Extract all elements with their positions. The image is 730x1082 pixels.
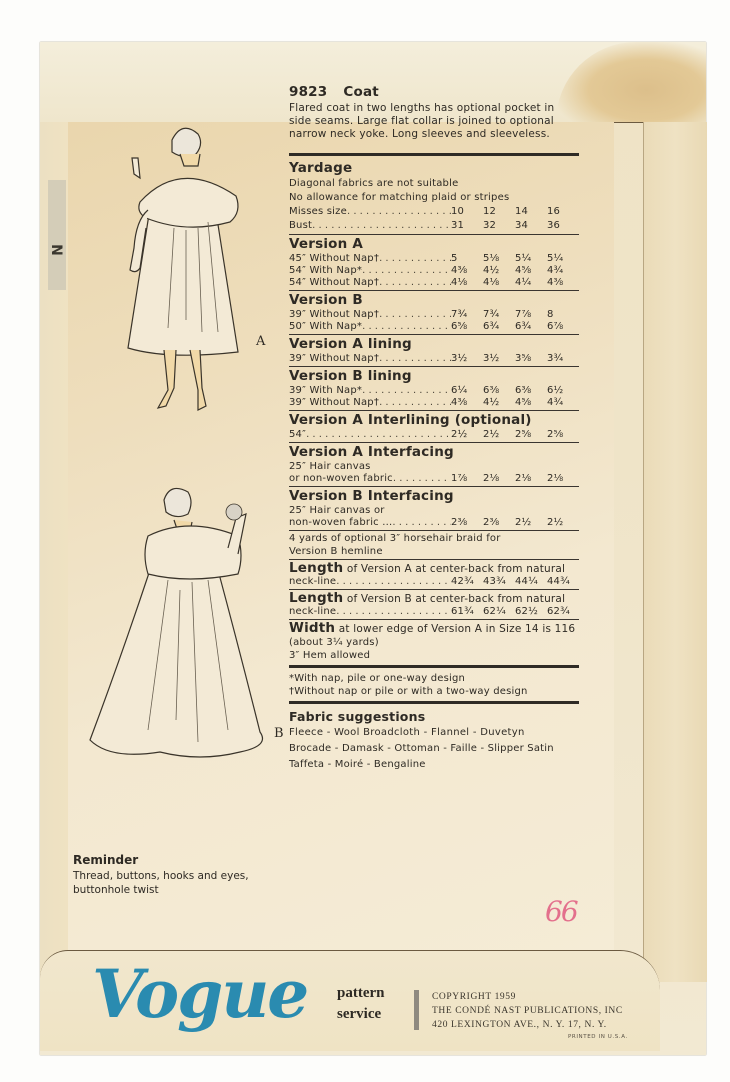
fabric-heading: Fabric suggestions bbox=[289, 709, 426, 724]
fabric-line: Brocade - Damask - Ottoman - Faille - Slipper Satin bbox=[289, 743, 554, 754]
yardage-row: 39″ Without Nap† . . . 4⅜ 4½ 4⅝ 4¾ bbox=[289, 397, 579, 409]
divider bbox=[289, 442, 579, 443]
sizes-label: Misses size bbox=[289, 206, 347, 217]
sizes-row: Misses size . . . 10 12 14 16 bbox=[289, 205, 579, 219]
reminder-heading: Reminder bbox=[73, 853, 139, 867]
pattern-description bbox=[249, 102, 579, 141]
pattern-name: Coat bbox=[343, 84, 379, 100]
yardage-note: No allowance for matching plaid or stripes bbox=[289, 192, 510, 203]
pattern-info-column bbox=[249, 86, 579, 141]
divider bbox=[289, 486, 579, 487]
yardage-table: Yardage Diagonal fabrics are not suitable No allowance for matching plaid or stripes Misses size . . . 10 12 14 16 Bust . . . 31 32 34 36 Version A 45″ Without Nap† . . . 5 5⅛ 5¼ 5¼ 54″ With Nap* . . . 4⅜ 4½ 4⅝ 4¾ 54″ Without Nap† . . . 4⅛ 4⅛ 4¼ 4⅜ Version B 39″ Without Nap† . . . 7¾ 7¾ 7⅞ 8 50″ With Nap* . . . 6⅝ 6¾ 6¾ 6⅞ Version A lining 39″ Without Nap† . . . 3½ 3½ 3⅝ 3¾ Version B lining 39″ With Nap* . . . 6¼ 6⅜ 6⅜ 6½ 39″ Without Nap† . . . 4⅜ 4½ 4⅝ 4¾ Version A Interlining (optional) 54″ . . . 2½ 2½ 2⅝ 2⅝ Version A Interfacing 25″ Hair canvas or non-woven fabric . . . 1⅞ 2⅛ 2⅛ 2⅛ Version B Interfacing 25″ Hair canvas or non-woven fabric ... . . . 2⅜ 2⅜ 2½ 2½ 4 yards of optional 3″ horsehair braid for Version B hemline Length of Version A at center-back from natural neck-line . . . 42¾ 43¾ 44¼ 44¾ Length of Version B at center-back from natural neck-line . . . 61¾ 62¼ 62½ 62¾ Width at lower edge of Version A in Size 14 is 116 (about 3¼ yards) 3″ Hem allowed *With nap, pile or one-way design †Without nap or pile or with a two-way design Fabric suggestions Fleece - Wool Broadcloth - Flannel - Duvetyn Brocade - Damask - Ottoman - Faille - Slipper Satin Taffeta - Moiré - Bengaline bbox=[289, 150, 579, 773]
yardage-row: non-woven fabric ... . . . 2⅜ 2⅜ 2½ 2½ bbox=[289, 517, 579, 529]
divider-bar bbox=[414, 990, 419, 1030]
pattern-number: 9823 bbox=[289, 84, 328, 100]
section-heading: Version B bbox=[289, 292, 363, 308]
fabric-line: Fleece - Wool Broadcloth - Flannel - Duvetyn bbox=[289, 727, 525, 738]
section-heading: Version A lining bbox=[289, 336, 412, 352]
coat-b-figure-icon bbox=[88, 470, 278, 770]
divider bbox=[289, 701, 579, 704]
length-version-a: Length of Version A at center-back from natural bbox=[289, 560, 566, 576]
length-a-row: neck-line . . . 42¾ 43¾ 44¼ 44¾ bbox=[289, 576, 579, 588]
section-heading: Version B lining bbox=[289, 368, 412, 384]
footnote: *With nap, pile or one-way design bbox=[289, 673, 466, 684]
braid-note: 4 yards of optional 3″ horsehair braid for Version B hemline bbox=[289, 533, 501, 557]
printed-in-usa: PRINTED IN U.S.A. bbox=[568, 1034, 628, 1040]
divider bbox=[289, 665, 579, 668]
divider bbox=[289, 410, 579, 411]
figure-label-a: A bbox=[256, 334, 266, 349]
yardage-row: or non-woven fabric . . . 1⅞ 2⅛ 2⅛ 2⅛ bbox=[289, 473, 579, 485]
interfacing-note: 25″ Hair canvas or bbox=[289, 505, 385, 516]
pattern-service-label: pattern service bbox=[337, 985, 385, 1022]
figure-label-b: B bbox=[274, 726, 284, 741]
fabric-line: Taffeta - Moiré - Bengaline bbox=[289, 759, 426, 770]
side-mark: N bbox=[47, 244, 64, 256]
divider bbox=[289, 366, 579, 367]
description-line: side seams. Large flat collar is joined to optional bbox=[289, 115, 554, 127]
divider bbox=[289, 234, 579, 235]
yardage-row: 54″ Without Nap† . . . 4⅛ 4⅛ 4¼ 4⅜ bbox=[289, 277, 579, 289]
section-heading: Version B Interfacing bbox=[289, 488, 454, 504]
coat-a-figure-icon bbox=[120, 118, 260, 418]
yardage-row: 54″ . . . 2½ 2½ 2⅝ 2⅝ bbox=[289, 429, 579, 441]
yardage-heading: Yardage bbox=[289, 160, 353, 176]
description-line: Flared coat in two lengths has optional pocket in bbox=[289, 102, 555, 114]
section-heading: Version A Interfacing bbox=[289, 444, 454, 460]
right-edge bbox=[643, 122, 707, 982]
pattern-title bbox=[249, 86, 579, 99]
section-heading: Version A bbox=[289, 236, 364, 252]
handwritten-mark: 66 bbox=[545, 895, 577, 928]
copyright-block: COPYRIGHT 1959 THE CONDÉ NAST PUBLICATIONS, INC 420 LEXINGTON AVE., N. Y. 17, N. Y. bbox=[432, 992, 623, 1030]
yardage-row: 39″ Without Nap† . . . 3½ 3½ 3⅝ 3¾ bbox=[289, 353, 579, 365]
side-tab bbox=[48, 180, 66, 290]
divider bbox=[289, 290, 579, 291]
divider bbox=[289, 153, 579, 156]
illustration-version-b bbox=[88, 470, 278, 770]
width-note: Width at lower edge of Version A in Size 14 is 116 bbox=[289, 620, 576, 636]
description-line: narrow neck yoke. Long sleeves and sleeveless. bbox=[289, 128, 550, 140]
divider bbox=[289, 530, 579, 531]
yardage-note: Diagonal fabrics are not suitable bbox=[289, 178, 459, 189]
interfacing-note: 25″ Hair canvas bbox=[289, 461, 371, 472]
yardage-row: 54″ With Nap* . . . 4⅜ 4½ 4⅝ 4¾ bbox=[289, 265, 579, 277]
yardage-row: 50″ With Nap* . . . 6⅝ 6¾ 6¾ 6⅞ bbox=[289, 321, 579, 333]
section-heading: Version A Interlining (optional) bbox=[289, 412, 532, 428]
yardage-row: 39″ Without Nap† . . . 7¾ 7¾ 7⅞ 8 bbox=[289, 309, 579, 321]
illustration-version-a bbox=[120, 118, 260, 418]
yardage-row: 39″ With Nap* . . . 6¼ 6⅜ 6⅜ 6½ bbox=[289, 385, 579, 397]
divider bbox=[289, 334, 579, 335]
bust-row: Bust . . . 31 32 34 36 bbox=[289, 219, 579, 233]
length-version-b: Length of Version B at center-back from natural bbox=[289, 590, 566, 606]
yardage-row: 45″ Without Nap† . . . 5 5⅛ 5¼ 5¼ bbox=[289, 253, 579, 265]
footnote: †Without nap or pile or with a two-way design bbox=[289, 686, 528, 697]
length-b-row: neck-line . . . 61¾ 62¼ 62½ 62¾ bbox=[289, 606, 579, 618]
reminder: Reminder Thread, buttons, hooks and eyes, buttonhole twist bbox=[73, 853, 283, 897]
bust-label: Bust bbox=[289, 220, 313, 231]
vogue-logo: Vogue bbox=[92, 955, 308, 1033]
